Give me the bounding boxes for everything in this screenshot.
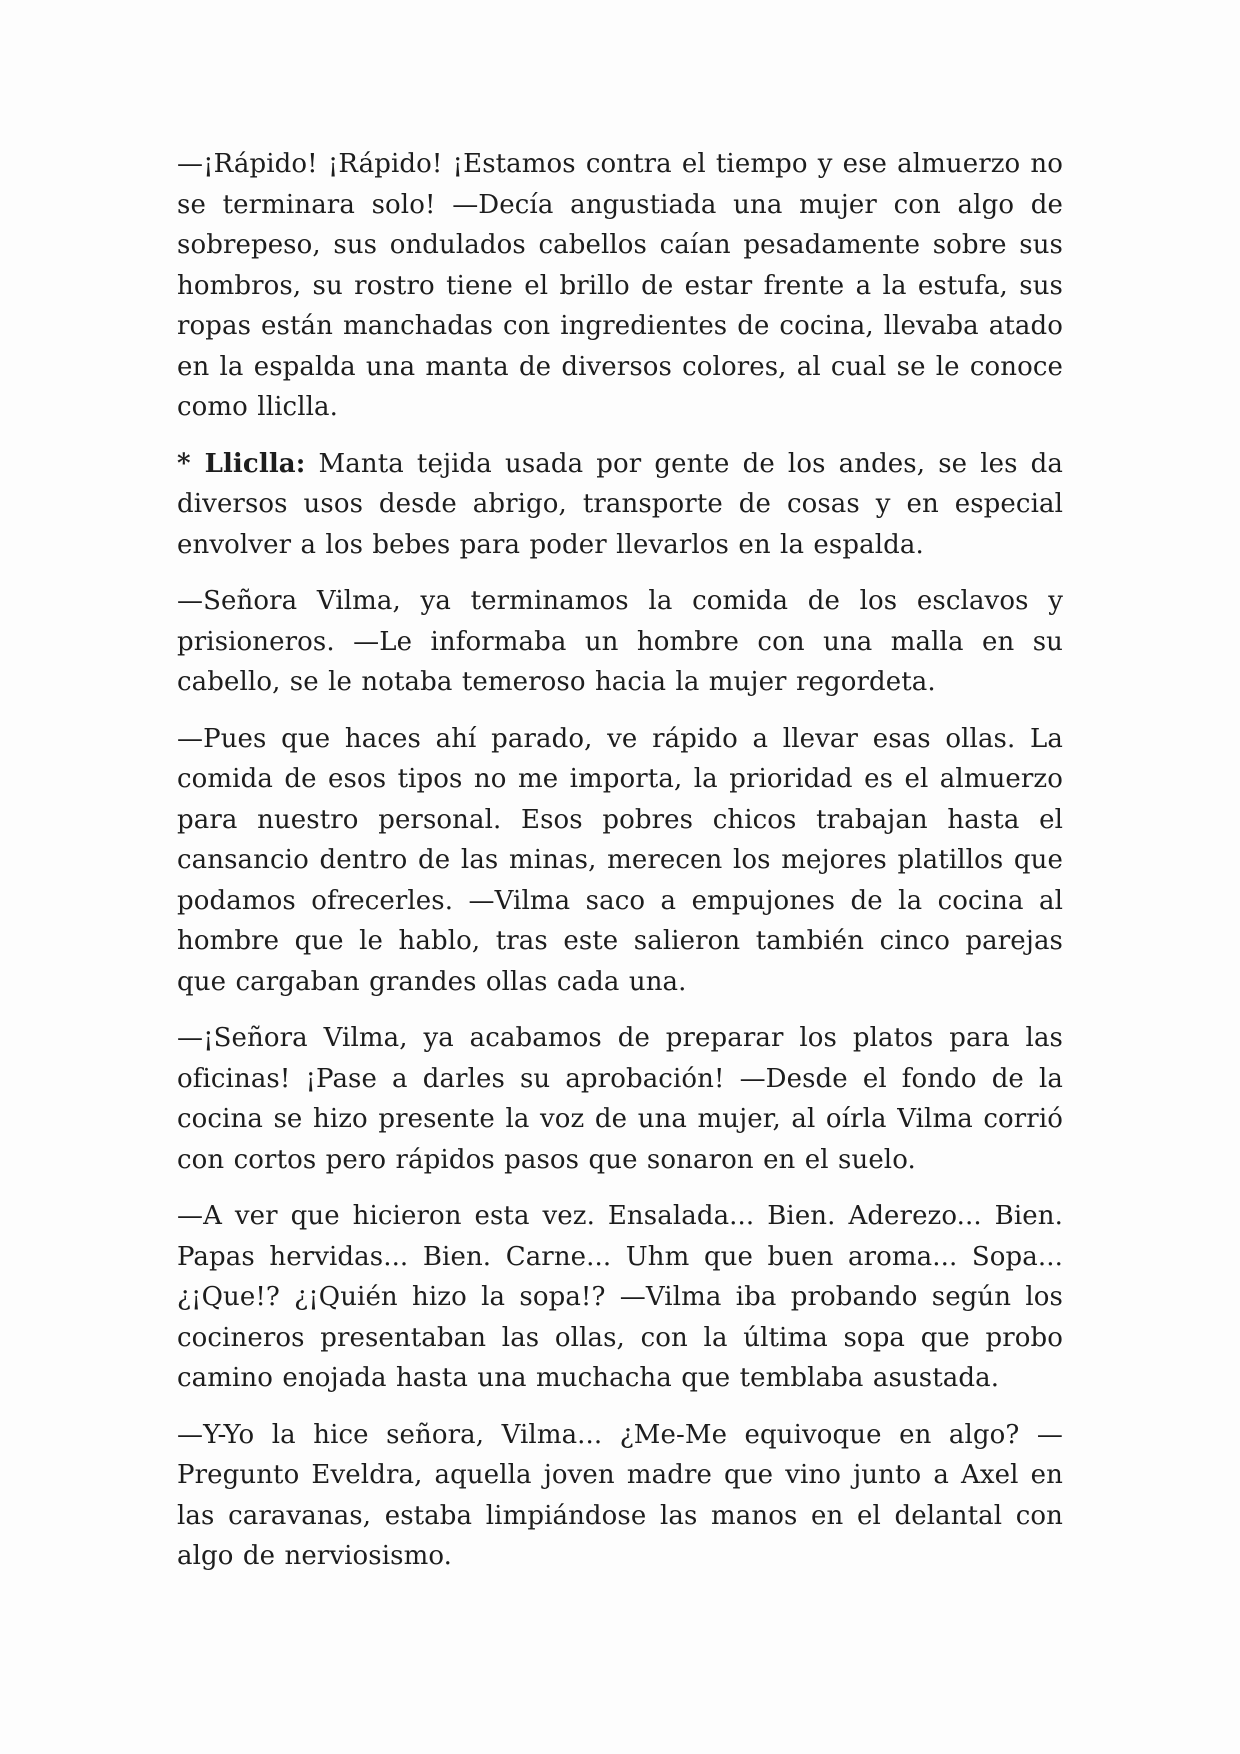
- paragraph: —¡Rápido! ¡Rápido! ¡Estamos contra el tiempo y ese almuerzo no se terminara solo! —Decía angustiada una mujer con algo de sobrepeso, sus ondulados cabellos caían pesadamente sobre sus hombros, su rostro tiene el brillo de estar frente a la estufa, sus ropas están manchadas con ingredientes de cocina, llevaba atado en la espalda una manta de diversos colores, al cual se le conoce como lliclla.: [177, 149, 1063, 422]
- footnote-term: * Lliclla:: [177, 448, 306, 479]
- footnote: [177, 444, 1063, 566]
- paragraph: —A ver que hicieron esta vez. Ensalada... Bien. Aderezo... Bien. Papas hervidas... Bien. Carne... Uhm que buen aroma... Sopa... ¿¡Que!? ¿¡Quién hizo la sopa!? —Vilma iba probando según los cocineros presentaban las ollas, con la última sopa que probo camino enojada hasta una muchacha que temblaba asustada.: [177, 1201, 1063, 1393]
- document-page: [177, 144, 1063, 1593]
- footnote-text: Manta tejida usada por gente de los andes, se les da diversos usos desde abrigo, transporte de cosas y en especial envolver a los bebes para poder llevarlos en la espalda.: [177, 448, 1063, 560]
- paragraph: —¡Señora Vilma, ya acabamos de preparar los platos para las oficinas! ¡Pase a darles su aprobación! —Desde el fondo de la cocina se hizo presente la voz de una mujer, al oírla Vilma corrió con cortos pero rápidos pasos que sonaron en el suelo.: [177, 1023, 1063, 1175]
- paragraph: —Pues que haces ahí parado, ve rápido a llevar esas ollas. La comida de esos tipos no me importa, la prioridad es el almuerzo para nuestro personal. Esos pobres chicos trabajan hasta el cansancio dentro de las minas, merecen los mejores platillos que podamos ofrecerles. —Vilma saco a empujones de la cocina al hombre que le hablo, tras este salieron también cinco parejas que cargaban grandes ollas cada una.: [177, 723, 1063, 997]
- paragraph: —Señora Vilma, ya terminamos la comida de los esclavos y prisioneros. —Le informaba un hombre con una malla en su cabello, se le notaba temeroso hacia la mujer regordeta.: [177, 586, 1063, 697]
- paragraph: —Y-Yo la hice señora, Vilma... ¿Me-Me equivoque en algo? —Pregunto Eveldra, aquella joven madre que vino junto a Axel en las caravanas, estaba limpiándose las manos en el delantal con algo de nerviosismo.: [177, 1419, 1063, 1571]
